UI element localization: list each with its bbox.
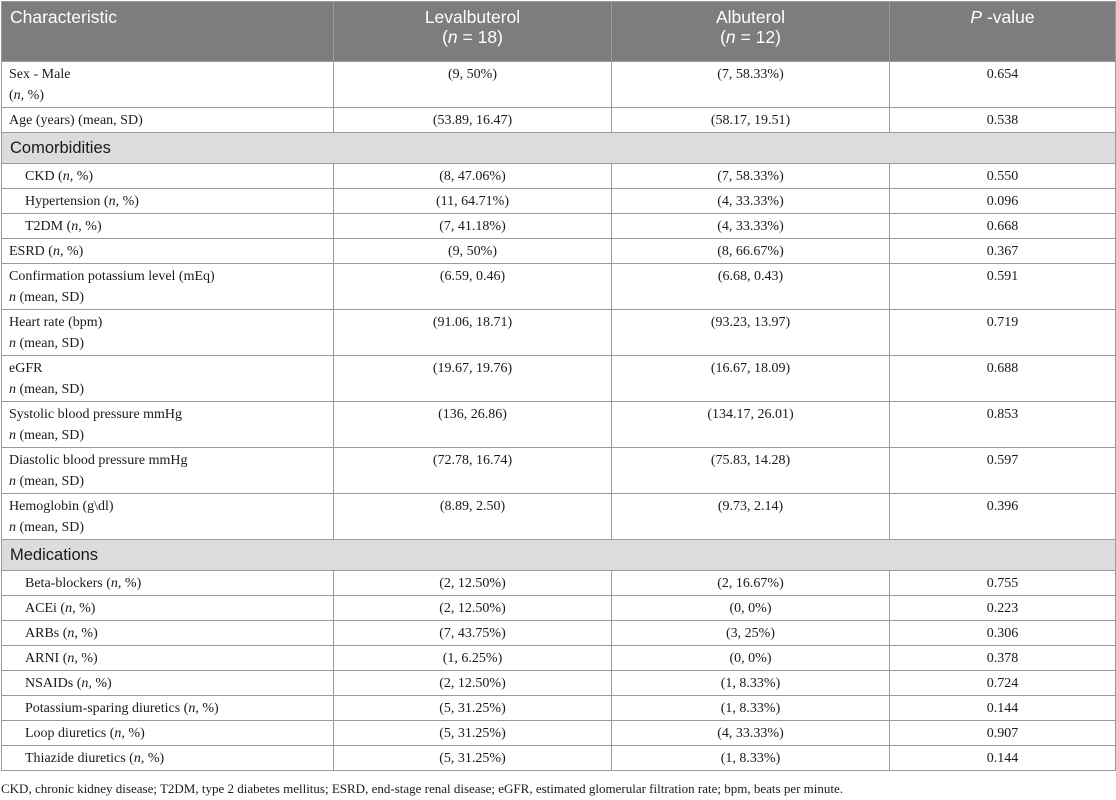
row-label	[2, 264, 334, 310]
row-label	[2, 596, 334, 621]
levalbuterol-value: (136, 26.86)	[334, 402, 612, 448]
p-value: 0.367	[890, 239, 1116, 264]
albuterol-value: (4, 33.33%)	[612, 214, 890, 239]
row-sub-n: n	[9, 290, 16, 305]
row-label	[2, 494, 334, 540]
row-label	[2, 189, 334, 214]
p-value: 0.591	[890, 264, 1116, 310]
row-label-n: n	[133, 751, 141, 766]
p-value: 0.907	[890, 721, 1116, 746]
levalbuterol-value: (5, 31.25%)	[334, 721, 612, 746]
row-label-n: n	[108, 194, 116, 209]
levalbuterol-value: (9, 50%)	[334, 239, 612, 264]
table-row	[2, 189, 1116, 214]
levalbuterol-value: (72.78, 16.74)	[334, 448, 612, 494]
row-label-suffix: , %)	[195, 701, 219, 716]
levalbuterol-value: (5, 31.25%)	[334, 746, 612, 771]
row-label-text: Confirmation potassium level (mEq)	[9, 269, 215, 284]
albuterol-value: (4, 33.33%)	[612, 189, 890, 214]
albuterol-value: (7, 58.33%)	[612, 62, 890, 108]
row-label-suffix: , %)	[88, 676, 112, 691]
table-header	[2, 2, 1116, 62]
albuterol-value: (58.17, 19.51)	[612, 108, 890, 133]
row-label-n: n	[110, 576, 118, 591]
albuterol-value: (1, 8.33%)	[612, 671, 890, 696]
table-footnote: CKD, chronic kidney disease; T2DM, type 2 diabetes mellitus; ESRD, end-stage renal disease; eGFR, estimated glomerular filtration rate; bpm, beats per minute.	[1, 781, 844, 796]
albuterol-value: (1, 8.33%)	[612, 696, 890, 721]
header-levalbuterol: Levalbuterol (n = 18)	[334, 2, 612, 62]
row-label	[2, 402, 334, 448]
header-characteristic: Characteristic	[2, 2, 334, 62]
table-row	[2, 696, 1116, 721]
table-row	[2, 310, 1116, 356]
row-label-text: CKD (	[25, 169, 63, 184]
header-albuterol: Albuterol (n = 12)	[612, 2, 890, 62]
levalbuterol-value: (7, 41.18%)	[334, 214, 612, 239]
row-label-n: n	[62, 169, 70, 184]
section-row	[2, 133, 1116, 164]
row-sub-prefix: (	[9, 88, 14, 103]
row-label-text: Beta-blockers (	[25, 576, 111, 591]
p-value: 0.144	[890, 696, 1116, 721]
row-sub-n: n	[9, 382, 16, 397]
row-sub-n: n	[9, 520, 16, 535]
row-label-text: ARNI (	[25, 651, 68, 666]
levalbuterol-value: (2, 12.50%)	[334, 671, 612, 696]
p-value: 0.550	[890, 164, 1116, 189]
row-label-n: n	[71, 219, 79, 234]
characteristics-table	[1, 1, 1116, 771]
row-label-text: T2DM (	[25, 219, 72, 234]
table-row	[2, 108, 1116, 133]
row-label-text: Age (years) (mean, SD)	[9, 113, 143, 128]
row-sub-n: n	[9, 428, 16, 443]
row-label-n: n	[52, 244, 60, 259]
row-label-n: n	[188, 701, 196, 716]
table-row	[2, 356, 1116, 402]
albuterol-value: (16.67, 18.09)	[612, 356, 890, 402]
row-label-text: Thiazide diuretics (	[25, 751, 134, 766]
p-value: 0.396	[890, 494, 1116, 540]
table-row	[2, 239, 1116, 264]
row-label	[2, 448, 334, 494]
row-label-text: Loop diuretics (	[25, 726, 115, 741]
albuterol-value: (1, 8.33%)	[612, 746, 890, 771]
levalbuterol-value: (8.89, 2.50)	[334, 494, 612, 540]
p-value: 0.654	[890, 62, 1116, 108]
row-label-suffix: , %)	[74, 626, 98, 641]
header-p-value: P -value	[890, 2, 1116, 62]
levalbuterol-value: (8, 47.06%)	[334, 164, 612, 189]
levalbuterol-value: (2, 12.50%)	[334, 596, 612, 621]
row-label	[2, 239, 334, 264]
levalbuterol-value: (19.67, 19.76)	[334, 356, 612, 402]
row-sub-suffix: (mean, SD)	[16, 428, 85, 443]
row-label	[2, 721, 334, 746]
p-value: 0.668	[890, 214, 1116, 239]
table-body	[2, 62, 1116, 771]
row-label-suffix: , %)	[72, 601, 96, 616]
albuterol-value: (75.83, 14.28)	[612, 448, 890, 494]
levalbuterol-value: (6.59, 0.46)	[334, 264, 612, 310]
section-heading: Comorbidities	[2, 133, 1116, 164]
table-row	[2, 746, 1116, 771]
row-sub-suffix: (mean, SD)	[16, 520, 85, 535]
row-label-suffix: , %)	[69, 169, 94, 184]
row-sub-suffix: (mean, SD)	[16, 382, 85, 397]
table-row	[2, 571, 1116, 596]
p-value: 0.724	[890, 671, 1116, 696]
table-row	[2, 621, 1116, 646]
albuterol-value: (8, 66.67%)	[612, 239, 890, 264]
row-label-text: ARBs (	[25, 626, 68, 641]
table-row	[2, 164, 1116, 189]
section-heading: Medications	[2, 540, 1116, 571]
table-row	[2, 494, 1116, 540]
levalbuterol-value: (9, 50%)	[334, 62, 612, 108]
row-label	[2, 62, 334, 108]
row-label	[2, 671, 334, 696]
table-row	[2, 264, 1116, 310]
row-sub-suffix: , %)	[20, 88, 44, 103]
row-label	[2, 621, 334, 646]
albuterol-value: (6.68, 0.43)	[612, 264, 890, 310]
row-label-suffix: , %)	[78, 219, 102, 234]
row-sub-suffix: (mean, SD)	[16, 290, 85, 305]
p-value: 0.719	[890, 310, 1116, 356]
albuterol-value: (3, 25%)	[612, 621, 890, 646]
row-label-suffix: , %)	[117, 576, 142, 591]
levalbuterol-value: (5, 31.25%)	[334, 696, 612, 721]
p-value: 0.853	[890, 402, 1116, 448]
row-label-n: n	[67, 626, 75, 641]
p-value: 0.223	[890, 596, 1116, 621]
row-sub-n: n	[9, 474, 16, 489]
albuterol-value: (9.73, 2.14)	[612, 494, 890, 540]
row-label	[2, 214, 334, 239]
row-label-text: Hypertension (	[25, 194, 109, 209]
albuterol-value: (7, 58.33%)	[612, 164, 890, 189]
p-value: 0.688	[890, 356, 1116, 402]
row-label-n: n	[81, 676, 89, 691]
p-value: 0.306	[890, 621, 1116, 646]
levalbuterol-value: (53.89, 16.47)	[334, 108, 612, 133]
row-label-n: n	[67, 651, 75, 666]
row-label-suffix: , %)	[115, 194, 139, 209]
row-label	[2, 696, 334, 721]
row-label-suffix: , %)	[121, 726, 145, 741]
levalbuterol-value: (2, 12.50%)	[334, 571, 612, 596]
row-label-text: Heart rate (bpm)	[9, 315, 103, 330]
row-label-text: Sex - Male	[9, 67, 71, 82]
row-label	[2, 164, 334, 189]
row-label	[2, 310, 334, 356]
p-value: 0.144	[890, 746, 1116, 771]
p-value: 0.378	[890, 646, 1116, 671]
table-row	[2, 62, 1116, 108]
row-label-text: ACEi (	[25, 601, 66, 616]
row-sub-suffix: (mean, SD)	[16, 336, 85, 351]
table-row	[2, 596, 1116, 621]
row-label-text: NSAIDs (	[25, 676, 82, 691]
albuterol-value: (0, 0%)	[612, 596, 890, 621]
table-row	[2, 448, 1116, 494]
row-label-n: n	[65, 601, 73, 616]
row-sub-suffix: (mean, SD)	[16, 474, 85, 489]
row-label-suffix: , %)	[140, 751, 165, 766]
row-label	[2, 108, 334, 133]
table-row	[2, 646, 1116, 671]
row-label	[2, 646, 334, 671]
row-sub-n: n	[13, 88, 21, 103]
section-row	[2, 540, 1116, 571]
levalbuterol-value: (11, 64.71%)	[334, 189, 612, 214]
row-label-suffix: , %)	[59, 244, 84, 259]
albuterol-value: (4, 33.33%)	[612, 721, 890, 746]
row-label-suffix: , %)	[74, 651, 98, 666]
albuterol-value: (134.17, 26.01)	[612, 402, 890, 448]
table-row	[2, 402, 1116, 448]
row-label	[2, 746, 334, 771]
row-label	[2, 356, 334, 402]
p-value: 0.096	[890, 189, 1116, 214]
row-label-text: eGFR	[9, 361, 43, 376]
table-row	[2, 671, 1116, 696]
albuterol-value: (93.23, 13.97)	[612, 310, 890, 356]
row-label-text: Systolic blood pressure mmHg	[9, 407, 183, 422]
row-label-text: Hemoglobin (g\dl)	[9, 499, 114, 514]
levalbuterol-value: (1, 6.25%)	[334, 646, 612, 671]
row-label	[2, 571, 334, 596]
row-label-text: Potassium-sparing diuretics (	[25, 701, 189, 716]
table-row	[2, 214, 1116, 239]
row-sub-n: n	[9, 336, 16, 351]
table-row	[2, 721, 1116, 746]
p-value: 0.597	[890, 448, 1116, 494]
p-value: 0.755	[890, 571, 1116, 596]
row-label-text: Diastolic blood pressure mmHg	[9, 453, 188, 468]
levalbuterol-value: (7, 43.75%)	[334, 621, 612, 646]
row-label-n: n	[114, 726, 122, 741]
levalbuterol-value: (91.06, 18.71)	[334, 310, 612, 356]
albuterol-value: (0, 0%)	[612, 646, 890, 671]
albuterol-value: (2, 16.67%)	[612, 571, 890, 596]
row-label-text: ESRD (	[9, 244, 53, 259]
p-value: 0.538	[890, 108, 1116, 133]
